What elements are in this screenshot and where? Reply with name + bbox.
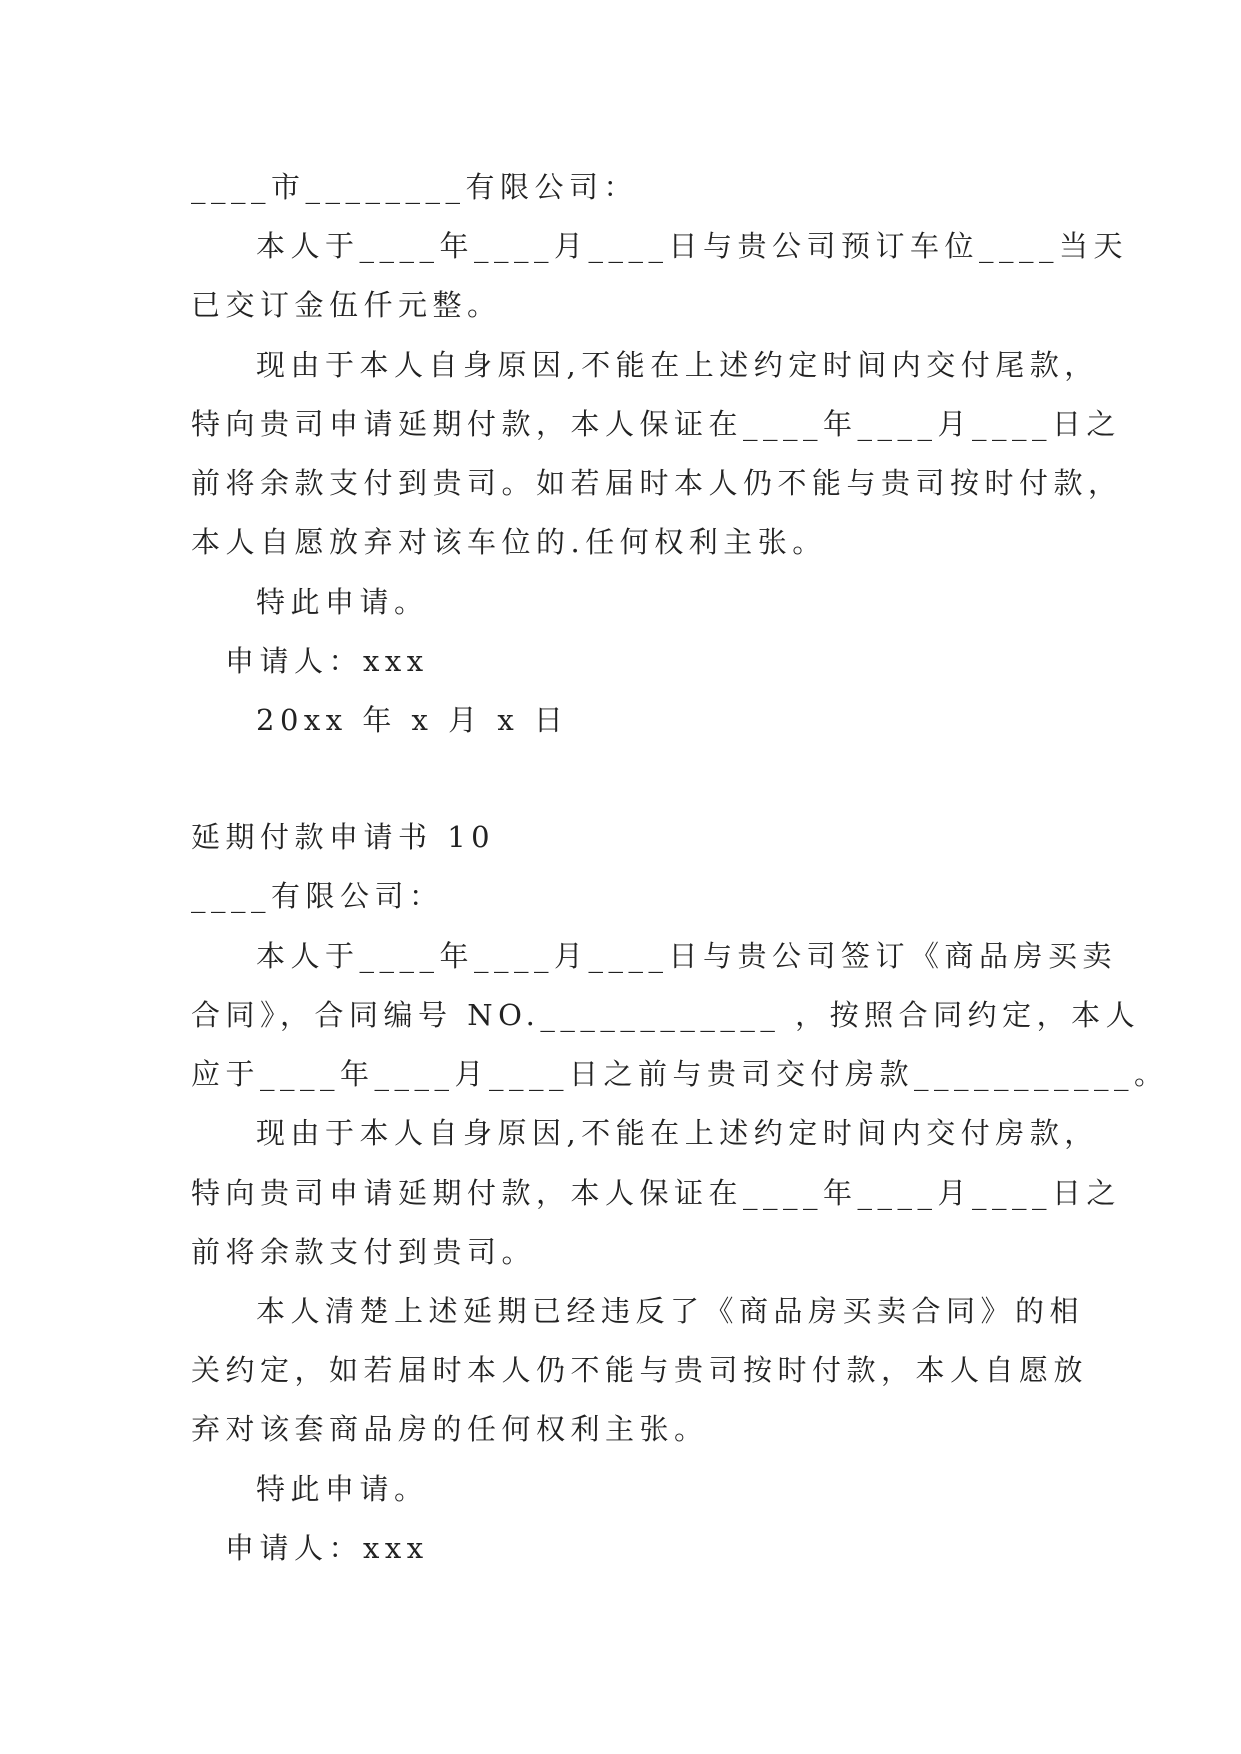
closing-text: 特此申请。 — [256, 585, 429, 619]
paragraph-line: 本人于____年____月____日与贵公司签订《商品房买卖 — [256, 939, 1118, 973]
paragraph-line: 前将余款支付到贵司。 — [191, 1235, 537, 1269]
paragraph-line: 现由于本人自身原因,不能在上述约定时间内交付房款， — [256, 1116, 1099, 1150]
addressee-line: ____有限公司： — [191, 879, 444, 913]
section-title: 延期付款申请书 10 — [191, 820, 496, 854]
paragraph-line: 已交订金伍仟元整。 — [191, 288, 502, 322]
paragraph-line: 弃对该套商品房的任何权利主张。 — [191, 1412, 709, 1446]
paragraph-line: 应于____年____月____日之前与贵司交付房款___________。 — [191, 1057, 1169, 1091]
closing-text: 特此申请。 — [256, 1472, 429, 1506]
paragraph-line: 特向贵司申请延期付款，本人保证在____年____月____日之 — [191, 407, 1122, 441]
paragraph-line: 现由于本人自身原因,不能在上述约定时间内交付尾款， — [256, 348, 1099, 382]
paragraph-line: 本人自愿放弃对该车位的.任何权利主张。 — [191, 525, 827, 559]
applicant-signature: 申请人：xxx — [225, 1531, 429, 1565]
addressee-line: ____市________有限公司： — [191, 170, 639, 204]
paragraph-line: 本人清楚上述延期已经违反了《商品房买卖合同》的相 — [256, 1294, 1085, 1328]
date-line: 20xx 年 x 月 x 日 — [256, 703, 569, 737]
paragraph-line: 合同》，合同编号 NO.____________ ，按照合同约定，本人 — [191, 998, 1141, 1032]
paragraph-line: 特向贵司申请延期付款，本人保证在____年____月____日之 — [191, 1176, 1122, 1210]
applicant-signature: 申请人：xxx — [225, 644, 429, 678]
paragraph-line: 前将余款支付到贵司。如若届时本人仍不能与贵司按时付款， — [191, 466, 1123, 500]
paragraph-line: 本人于____年____月____日与贵公司预订车位____当天 — [256, 229, 1129, 263]
paragraph-line: 关约定，如若届时本人仍不能与贵司按时付款，本人自愿放 — [191, 1353, 1089, 1387]
